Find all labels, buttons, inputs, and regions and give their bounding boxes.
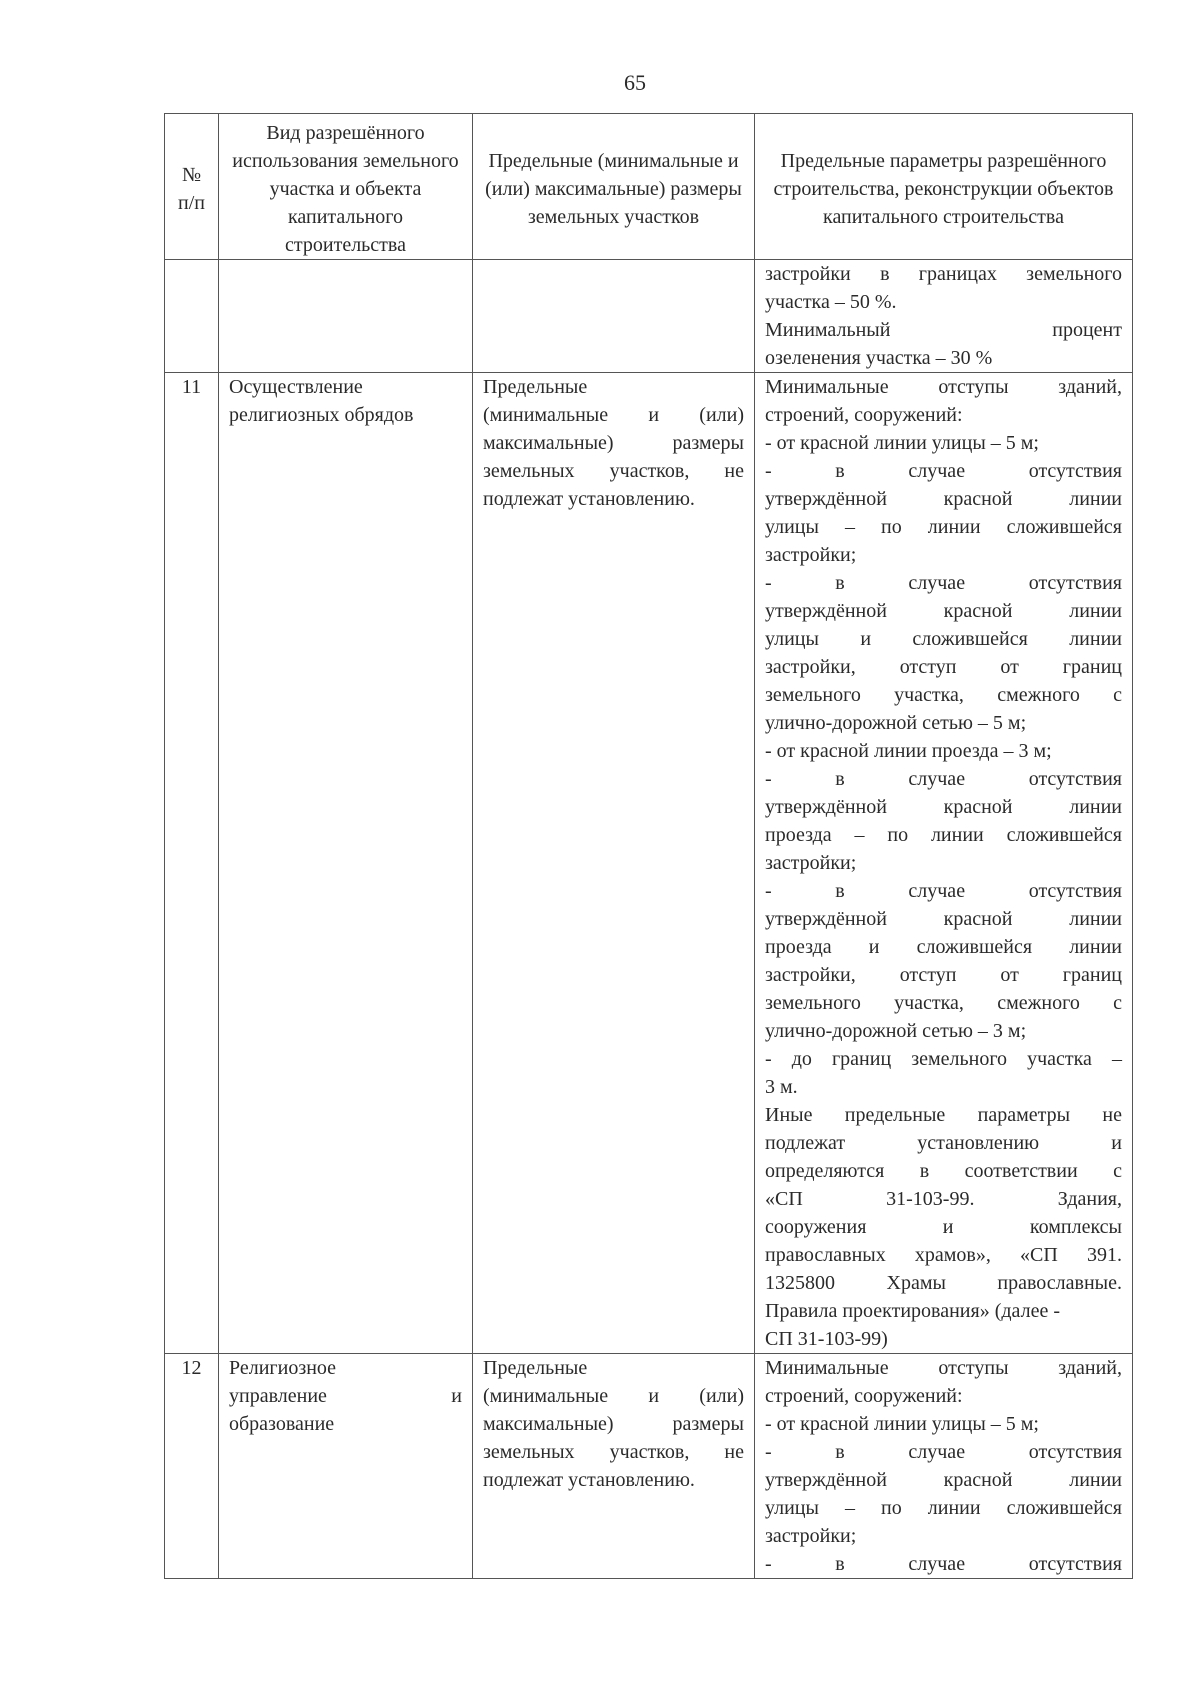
text-line: Правила проектирования» (далее -	[765, 1300, 1060, 1322]
params-cell	[755, 373, 1133, 1354]
text-line: строений, сооружений:	[765, 1385, 963, 1407]
text-line: Минимальные отступы зданий,	[765, 1357, 1122, 1379]
text-line: - до границ земельного участка –	[765, 1048, 1122, 1070]
text-line: застройки;	[765, 852, 857, 874]
text-line: православных храмов», «СП 391.	[765, 1244, 1122, 1266]
text-line: управление и	[229, 1385, 462, 1407]
table-row	[165, 373, 1133, 1354]
text-line: - в случае отсутствия	[765, 460, 1122, 482]
text-line: - от красной линии проезда – 3 м;	[765, 740, 1052, 762]
text-line: улицы и сложившейся линии	[765, 628, 1122, 650]
text-line: - в случае отсутствия	[765, 1441, 1122, 1463]
text-line: подлежат установлению.	[483, 488, 695, 510]
regulations-table	[164, 113, 1133, 1579]
table-header-row	[165, 114, 1133, 260]
header-num: № п/п	[165, 114, 219, 260]
cont-plot-cell	[473, 260, 755, 373]
text-line: участка – 50 %.	[765, 291, 897, 313]
cont-num-cell	[165, 260, 219, 373]
text-line: улицы – по линии сложившейся	[765, 1497, 1122, 1519]
text-line: Предельные	[483, 1357, 588, 1379]
text-line: улицы – по линии сложившейся	[765, 516, 1122, 538]
text-line: утверждённой красной линии	[765, 488, 1122, 510]
text-line: утверждённой красной линии	[765, 600, 1122, 622]
use-type-cell: Осуществление религиозных обрядов	[219, 373, 473, 1354]
continuation-row	[165, 260, 1133, 373]
text-line: улично-дорожной сетью – 5 м;	[765, 712, 1027, 734]
text-line: - в случае отсутствия	[765, 880, 1122, 902]
text-line: определяются в соответствии с	[765, 1160, 1122, 1182]
header-plot-sizes: Предельные (минимальные и (или) максимальные) размеры земельных участков	[473, 114, 755, 260]
text-line: сооружения и комплексы	[765, 1216, 1122, 1238]
text-line: (минимальные и (или)	[483, 404, 744, 426]
text-line: 3 м.	[765, 1076, 798, 1098]
text-line: земельных участков, не	[483, 1441, 744, 1463]
text-line: утверждённой красной линии	[765, 908, 1122, 930]
header-params: Предельные параметры разрешённого строительства, реконструкции объектов капитального строительства	[755, 114, 1133, 260]
text-line: - от красной линии улицы – 5 м;	[765, 1413, 1039, 1435]
plot-sizes-cell	[473, 1354, 755, 1579]
text-line: застройки, отступ от границ	[765, 964, 1122, 986]
text-line: улично-дорожной сетью – 3 м;	[765, 1020, 1027, 1042]
text-line: Минимальный процент	[765, 319, 1122, 341]
text-line: проезда и сложившейся линии	[765, 936, 1122, 958]
text-line: земельного участка, смежного с	[765, 684, 1122, 706]
text-line: максимальные) размеры	[483, 432, 744, 454]
row-number: 12	[165, 1354, 219, 1579]
cont-use-cell	[219, 260, 473, 373]
text-line: СП 31-103-99)	[765, 1328, 888, 1350]
plot-sizes-cell	[473, 373, 755, 1354]
text-line: - в случае отсутствия	[765, 768, 1122, 790]
text-line: земельного участка, смежного с	[765, 992, 1122, 1014]
text-line: проезда – по линии сложившейся	[765, 824, 1122, 846]
text-line: образование	[229, 1413, 335, 1435]
text-line: застройки;	[765, 544, 857, 566]
page-number: 65	[624, 70, 646, 95]
text-line: максимальные) размеры	[483, 1413, 744, 1435]
text-line: 1325800 Храмы православные.	[765, 1272, 1122, 1294]
text-line: озеленения участка – 30 %	[765, 347, 993, 369]
table-row	[165, 1354, 1133, 1579]
text-line: подлежат установлению и	[765, 1132, 1122, 1154]
cont-params-cell	[755, 260, 1133, 373]
use-type-cell	[219, 1354, 473, 1579]
text-line: - в случае отсутствия	[765, 1553, 1122, 1575]
params-cell	[755, 1354, 1133, 1579]
text-line: Иные предельные параметры не	[765, 1104, 1122, 1126]
text-line: (минимальные и (или)	[483, 1385, 744, 1407]
header-use-type: Вид разрешённого использования земельного участка и объекта капитального строительства	[219, 114, 473, 260]
text-line: «СП 31-103-99. Здания,	[765, 1188, 1122, 1210]
text-line: Религиозное	[229, 1357, 337, 1379]
text-line: Предельные	[483, 376, 588, 398]
row-number: 11	[165, 373, 219, 1354]
text-line: подлежат установлению.	[483, 1469, 695, 1491]
text-line: строений, сооружений:	[765, 404, 963, 426]
text-line: - от красной линии улицы – 5 м;	[765, 432, 1039, 454]
text-line: утверждённой красной линии	[765, 796, 1122, 818]
text-line: земельных участков, не	[483, 460, 744, 482]
text-line: застройки;	[765, 1525, 857, 1547]
text-line: утверждённой красной линии	[765, 1469, 1122, 1491]
text-line: Минимальные отступы зданий,	[765, 376, 1122, 398]
text-line: застройки в границах земельного	[765, 263, 1122, 285]
text-line: застройки, отступ от границ	[765, 656, 1122, 678]
text-line: - в случае отсутствия	[765, 572, 1122, 594]
